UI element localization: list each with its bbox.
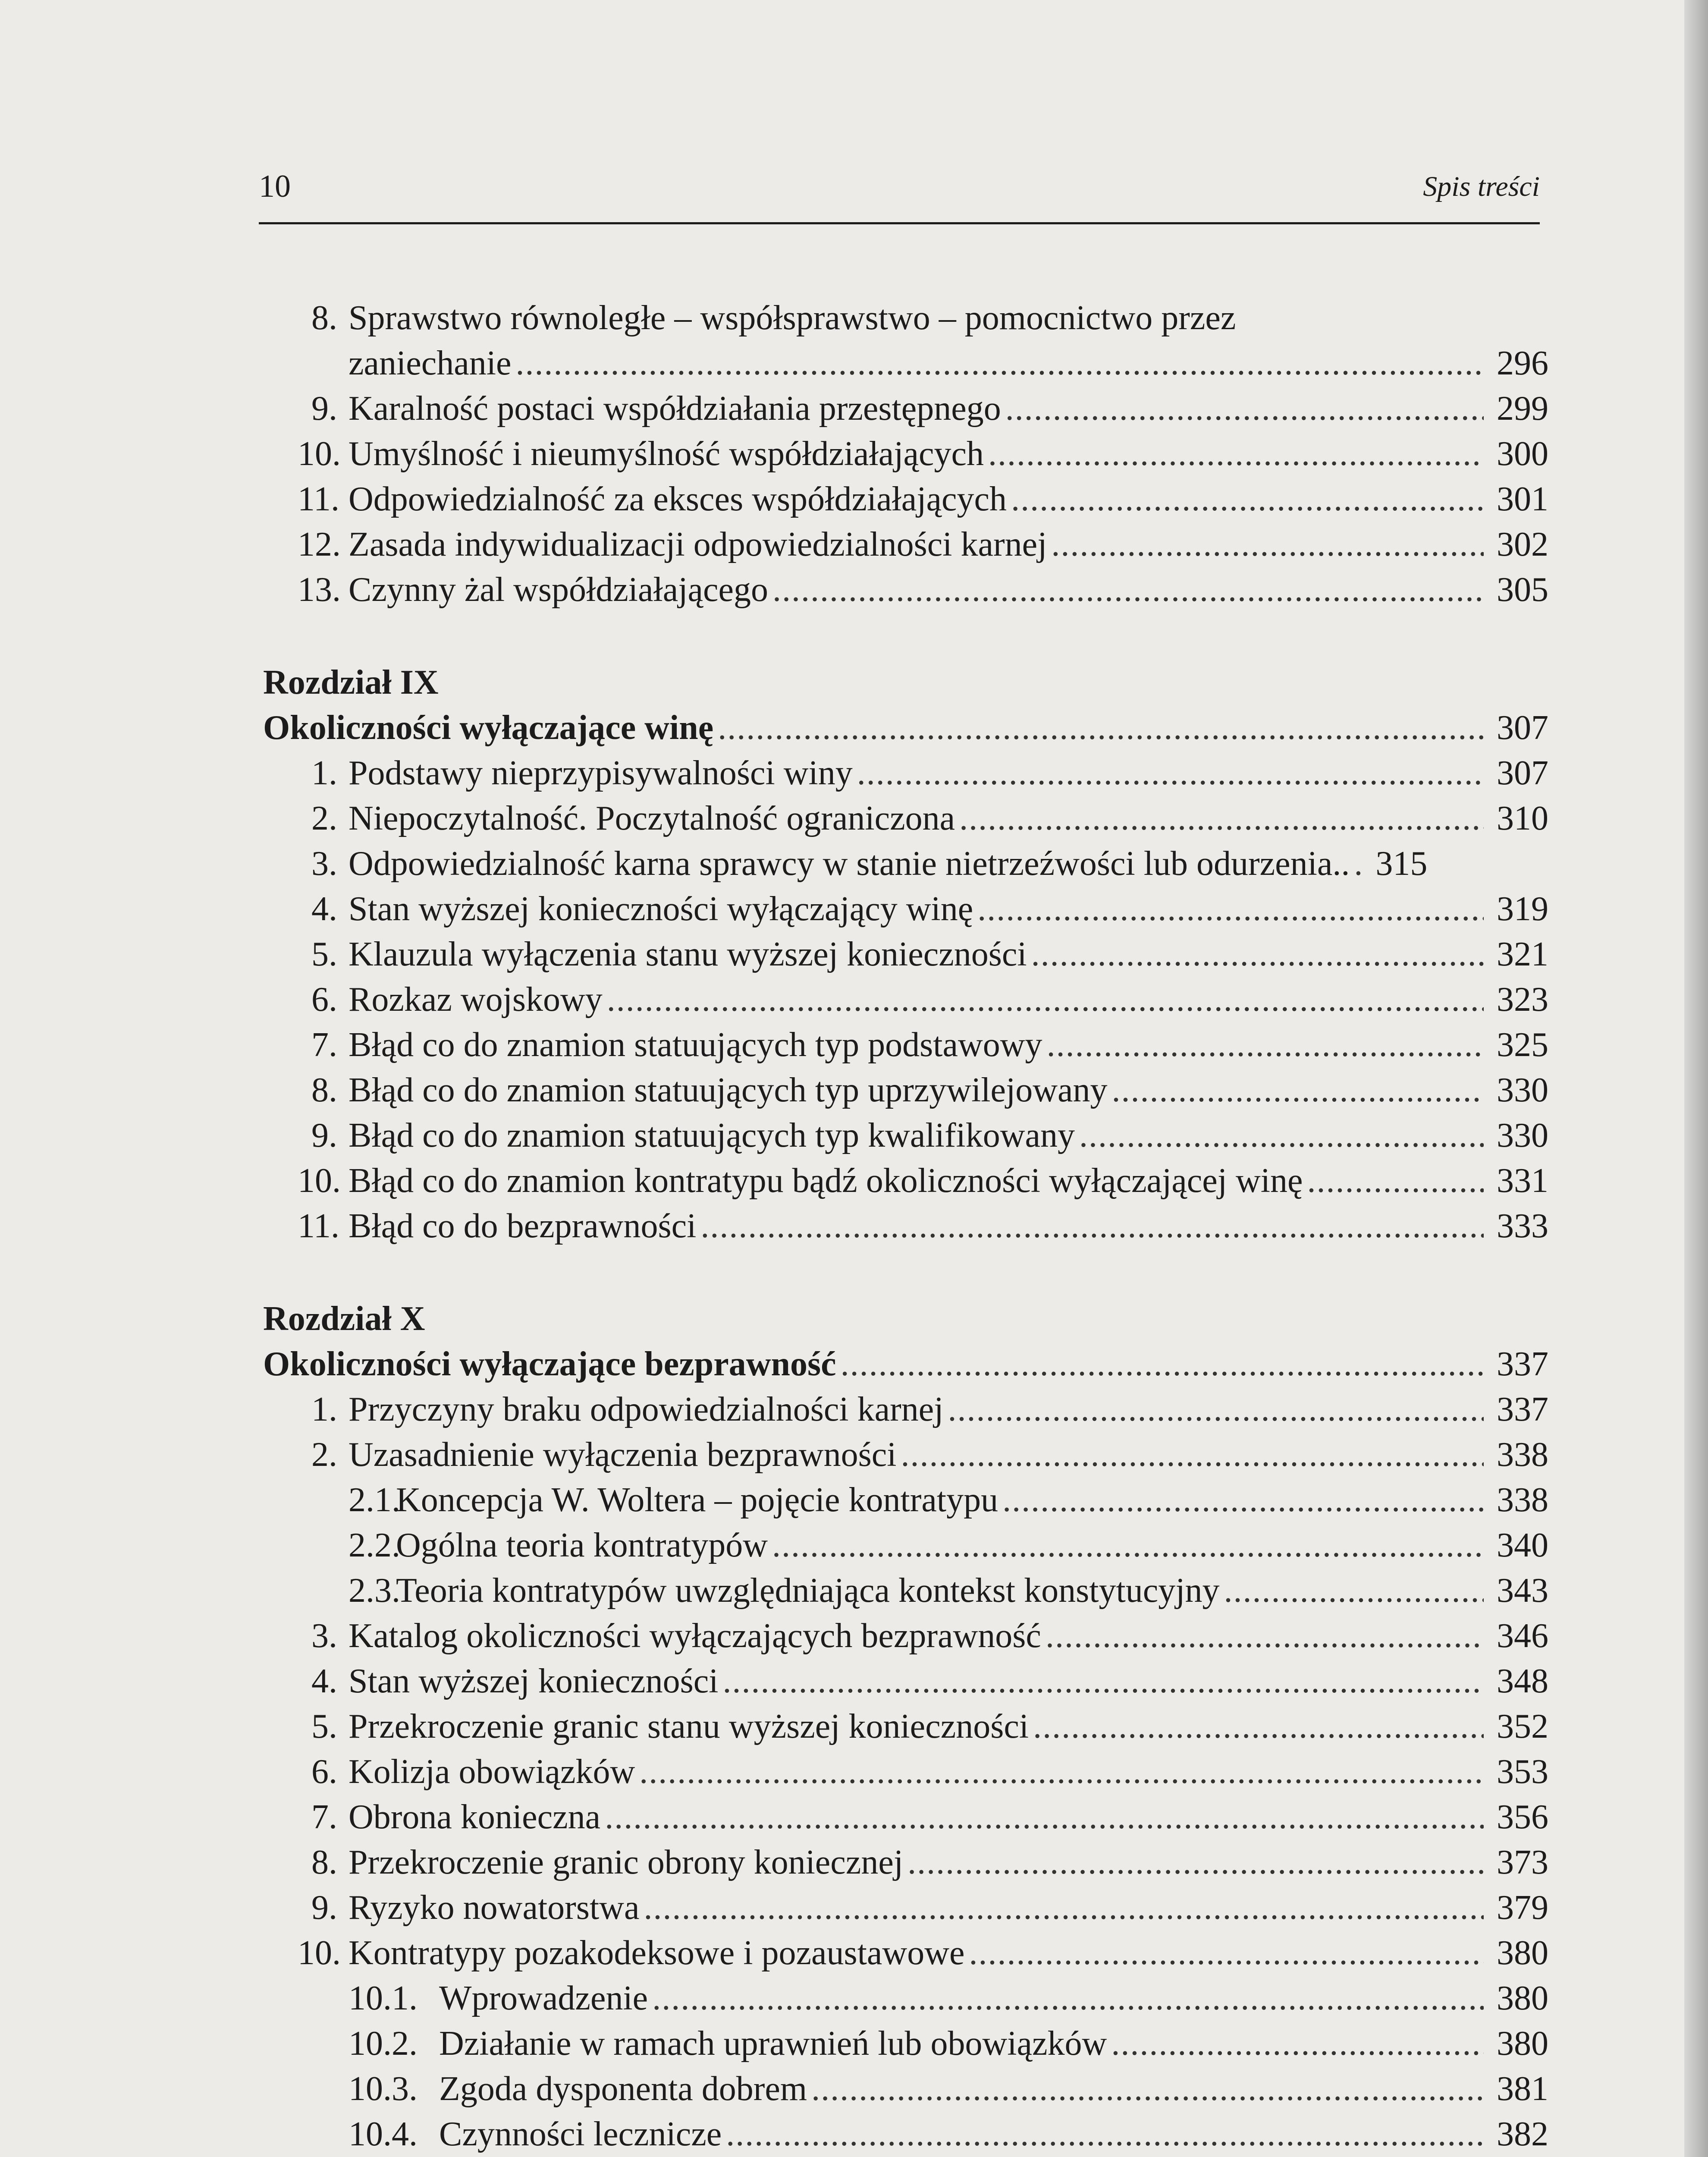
- toc-entry-page: 337: [1497, 1345, 1548, 1383]
- toc-subentry: [298, 1976, 1548, 2021]
- toc-entry-number: 8.: [311, 299, 337, 337]
- leader-dots: [723, 1659, 1484, 1704]
- toc-entry-label: Błąd co do znamion statuujących typ podstawowy: [349, 1026, 1042, 1064]
- leader-dots: [772, 567, 1484, 612]
- leader-dots: [811, 2066, 1484, 2111]
- toc-entry: [298, 932, 1548, 977]
- toc-entry: [298, 431, 1548, 476]
- toc-entry-label: Uzasadnienie wyłączenia bezprawności: [349, 1436, 897, 1474]
- leader-dots: [1079, 1113, 1484, 1158]
- toc-entry: [298, 1387, 1548, 1432]
- toc-entry-page: 319: [1497, 890, 1548, 928]
- toc-entry-number: 6.: [311, 981, 337, 1019]
- toc-entry: [298, 1204, 1548, 1248]
- toc-entry-page: 380: [1497, 1979, 1548, 2017]
- toc-entry-label: Klauzula wyłączenia stanu wyższej konieczności: [349, 935, 1027, 973]
- toc-entry-label: Błąd co do znamion statuujących typ uprzywilejowany: [349, 1071, 1108, 1109]
- toc-entry-page: 300: [1497, 435, 1548, 473]
- toc-entry-label: Błąd co do bezprawności: [349, 1207, 697, 1245]
- toc-entry-number: 2.: [311, 799, 337, 837]
- toc-entry-label: Stan wyższej konieczności: [349, 1662, 719, 1700]
- toc-entry: [298, 477, 1548, 522]
- toc-entry-label: Błąd co do znamion statuujących typ kwalifikowany: [349, 1116, 1075, 1154]
- toc-entry: [298, 1885, 1548, 1930]
- toc-entry-page: 296: [1497, 344, 1548, 382]
- toc-entry-number: 4.: [311, 1662, 337, 1700]
- toc-entry-label: Zgoda dysponenta dobrem: [439, 2070, 807, 2108]
- toc-entry-label: Podstawy nieprzypisywalności winy: [349, 754, 853, 792]
- chapter-title: Okoliczności wyłączające bezprawność: [263, 1345, 836, 1383]
- toc-entry: [298, 1749, 1548, 1794]
- toc-entry-label: Przyczyny braku odpowiedzialności karnej: [349, 1390, 944, 1428]
- leader-dots: [1046, 1613, 1484, 1658]
- leader-dots: [1354, 841, 1363, 886]
- toc-entry-page: 353: [1497, 1753, 1548, 1791]
- toc-entry-page: 321: [1497, 935, 1548, 973]
- toc-entry-label: Stan wyższej konieczności wyłączający winę: [349, 890, 973, 928]
- toc-entry-page: 343: [1497, 1572, 1548, 1610]
- toc-entry-number: 2.3.: [349, 1572, 400, 1610]
- toc-entry-number: 2.: [311, 1436, 337, 1474]
- leader-dots: [1002, 1478, 1484, 1522]
- leader-dots: [841, 1342, 1484, 1387]
- toc-entry-page: 346: [1497, 1617, 1548, 1655]
- toc-entry: [298, 1931, 1548, 1975]
- toc-entry-page: 337: [1497, 1390, 1548, 1428]
- toc-entry-page: 352: [1497, 1707, 1548, 1745]
- leader-dots: [901, 1432, 1484, 1477]
- toc-entry-page: 338: [1497, 1481, 1548, 1519]
- toc-entry-number: 8.: [311, 1071, 337, 1109]
- toc-entry-label: Ryzyko nowatorstwa: [349, 1889, 640, 1927]
- toc-entry-number: 3.: [311, 845, 337, 883]
- toc-entry-label: Niepoczytalność. Poczytalność ograniczona: [349, 799, 955, 837]
- leader-dots: [1047, 1022, 1484, 1067]
- toc-entry-label: Kontratypy pozakodeksowe i pozaustawowe: [349, 1934, 965, 1972]
- toc-entry-number: 3.: [311, 1617, 337, 1655]
- toc-entry: [298, 1113, 1548, 1158]
- leader-dots: [1112, 1068, 1484, 1113]
- toc-entry-number: 9.: [311, 1889, 337, 1927]
- leader-dots: [607, 977, 1484, 1022]
- toc-entry-page: 380: [1497, 1934, 1548, 1972]
- toc-entry-number: 9.: [311, 1116, 337, 1154]
- toc-entry-label: Koncepcja W. Woltera – pojęcie kontratypu: [396, 1481, 998, 1519]
- leader-dots: [969, 1931, 1484, 1975]
- chapter-title-entry: [263, 705, 1548, 750]
- toc-entry-page: 379: [1497, 1889, 1548, 1927]
- toc-entry-page: 340: [1497, 1526, 1548, 1564]
- toc-entry-number: 5.: [311, 1707, 337, 1745]
- leader-dots: [652, 1976, 1484, 2021]
- toc-entry: [298, 1068, 1548, 1113]
- toc-entry-label: Ogólna teoria kontratypów: [396, 1526, 768, 1564]
- page-number: 10: [259, 169, 291, 204]
- toc-entry-page: 356: [1497, 1798, 1548, 1836]
- toc-entry-continuation: [298, 341, 1548, 386]
- leader-dots: [605, 1795, 1484, 1839]
- leader-dots: [1111, 2021, 1484, 2066]
- toc-entry-number: 10.3.: [349, 2070, 418, 2108]
- leader-dots: [988, 431, 1484, 476]
- toc-entry: [298, 296, 1548, 340]
- leader-dots: [1307, 1158, 1484, 1203]
- toc-entry-page: 373: [1497, 1843, 1548, 1881]
- toc-entry-number: 10.4.: [349, 2115, 418, 2153]
- toc-entry-page: 382: [1497, 2115, 1548, 2153]
- chapter-heading: Rozdział IX: [263, 663, 439, 701]
- toc-entry-page: 301: [1497, 480, 1548, 518]
- toc-entry-label: Umyślność i nieumyślność współdziałających: [349, 435, 984, 473]
- toc-entry: [298, 751, 1548, 796]
- toc-entry-page: 330: [1497, 1116, 1548, 1154]
- toc-entry-page: 302: [1497, 525, 1548, 563]
- toc-entry-label: Przekroczenie granic obrony koniecznej: [349, 1843, 904, 1881]
- toc-entry-page: 333: [1497, 1207, 1548, 1245]
- toc-entry-number: 10.: [298, 1934, 341, 1972]
- running-title: Spis treści: [1423, 171, 1540, 202]
- toc-entry-label: Zasada indywidualizacji odpowiedzialności karnej: [349, 525, 1047, 563]
- leader-dots: [1031, 932, 1484, 977]
- toc-entry-label: Czynny żal współdziałającego: [349, 571, 768, 609]
- toc-entry-label: Rozkaz wojskowy: [349, 981, 603, 1019]
- toc-entry-page: 307: [1497, 754, 1548, 792]
- toc-entry: [298, 1840, 1548, 1885]
- toc-entry-label: Błąd co do znamion kontratypu bądź okoliczności wyłączającej winę: [349, 1162, 1303, 1200]
- toc-entry-number: 10.1.: [349, 1979, 418, 2017]
- toc-subentry: [298, 1478, 1548, 1522]
- toc-entry-number: 7.: [311, 1798, 337, 1836]
- toc-entry-number: 8.: [311, 1843, 337, 1881]
- toc-entry-page: 338: [1497, 1436, 1548, 1474]
- toc-entry-number: 6.: [311, 1753, 337, 1791]
- toc-entry-number: 10.: [298, 1162, 341, 1200]
- toc-entry: [298, 567, 1548, 612]
- leader-dots: [726, 2112, 1484, 2157]
- toc-entry: [298, 1432, 1548, 1477]
- leader-dots: [948, 1387, 1484, 1432]
- toc-entry-label: Teoria kontratypów uwzględniająca kontekst konstytucyjny: [396, 1572, 1220, 1610]
- toc-subentry: [298, 2112, 1548, 2157]
- toc-entry: [298, 1022, 1548, 1067]
- toc-entry: [298, 386, 1548, 431]
- toc-entry-number: 2.1.: [349, 1481, 400, 1519]
- toc-entry-number: 7.: [311, 1026, 337, 1064]
- toc-entry-page: 315: [1375, 845, 1428, 883]
- toc-entry-page: 348: [1497, 1662, 1548, 1700]
- leader-dots: [1005, 386, 1484, 431]
- toc-entry-label: Karalność postaci współdziałania przestępnego: [349, 390, 1001, 428]
- toc-entry: [298, 1158, 1548, 1203]
- chapter-title-entry: [263, 1342, 1548, 1387]
- toc-entry-number: 4.: [311, 890, 337, 928]
- toc-entry-page: 310: [1497, 799, 1548, 837]
- leader-dots: [516, 341, 1484, 386]
- toc-entry-page: 330: [1497, 1071, 1548, 1109]
- leader-dots: [644, 1885, 1484, 1930]
- toc-entry-number: 11.: [298, 480, 340, 518]
- toc-entry: [298, 1704, 1548, 1749]
- chapter-title: Okoliczności wyłączające winę: [263, 709, 714, 747]
- toc-entry-number: 1.: [311, 1390, 337, 1428]
- toc-entry-page: 305: [1497, 571, 1548, 609]
- leader-dots: [959, 796, 1484, 841]
- leader-dots: [1051, 522, 1484, 567]
- chapter-heading: Rozdział X: [263, 1300, 425, 1338]
- toc-entry-page: 299: [1497, 390, 1548, 428]
- toc-entry-number: 5.: [311, 935, 337, 973]
- leader-dots: [1011, 477, 1484, 522]
- toc-entry-number: 12.: [298, 525, 341, 563]
- toc-subentry: [298, 1568, 1548, 1613]
- leader-dots: [857, 751, 1484, 796]
- toc-subentry: [298, 2021, 1548, 2066]
- toc-entry-page: 380: [1497, 2025, 1548, 2063]
- leader-dots: [977, 887, 1484, 931]
- toc-entry-label: Obrona konieczna: [349, 1798, 601, 1836]
- toc-entry-number: 11.: [298, 1207, 340, 1245]
- leader-dots: [700, 1204, 1484, 1248]
- toc-entry-number: 9.: [311, 390, 337, 428]
- toc-entry-label: Przekroczenie granic stanu wyższej konieczności: [349, 1707, 1029, 1745]
- toc-entry-label: Wprowadzenie: [439, 1979, 648, 2017]
- toc-entry-label: Czynności lecznicze: [439, 2115, 722, 2153]
- toc-entry-number: 10.: [298, 435, 341, 473]
- toc-entry-label: Działanie w ramach uprawnień lub obowiązków: [439, 2025, 1107, 2063]
- leader-dots: [1033, 1704, 1484, 1749]
- leader-dots: [639, 1749, 1484, 1794]
- toc-entry-page: 331: [1497, 1162, 1548, 1200]
- toc-entry: [298, 1613, 1548, 1658]
- leader-dots: [1224, 1568, 1484, 1613]
- page-edge-shadow: [1684, 0, 1708, 2157]
- toc-entry: [298, 1795, 1548, 1839]
- leader-dots: [718, 705, 1484, 750]
- toc-entry-number: 1.: [311, 754, 337, 792]
- toc-entry-label: Kolizja obowiązków: [349, 1753, 635, 1791]
- toc-entry: [298, 796, 1548, 841]
- toc-entry-label: Odpowiedzialność karna sprawcy w stanie nietrzeźwości lub odurzenia..: [349, 845, 1350, 883]
- leader-dots: [772, 1523, 1484, 1568]
- toc-entry: [298, 887, 1548, 931]
- toc-entry-label: zaniechanie: [349, 344, 512, 382]
- header-rule: [259, 222, 1540, 224]
- toc-entry-label: Katalog okoliczności wyłączających bezprawność: [349, 1617, 1041, 1655]
- toc-entry-page: 325: [1497, 1026, 1548, 1064]
- toc-entry-page: 307: [1497, 709, 1548, 747]
- leader-dots: [907, 1840, 1484, 1885]
- toc-entry-number: 13.: [298, 571, 341, 609]
- toc-entry-number: 10.2.: [349, 2025, 418, 2063]
- toc-subentry: [298, 1523, 1548, 1568]
- toc-entry-page: 323: [1497, 981, 1548, 1019]
- toc-entry: [298, 977, 1548, 1022]
- toc-subentry: [298, 2066, 1548, 2111]
- toc-entry-page: 381: [1497, 2070, 1548, 2108]
- toc-entry: [298, 841, 1548, 886]
- toc-entry: [298, 1659, 1548, 1704]
- toc-entry: [298, 522, 1548, 567]
- toc-entry-number: 2.2.: [349, 1526, 400, 1564]
- toc-entry-label: Sprawstwo równoległe – współsprawstwo – pomocnictwo przez: [349, 299, 1236, 337]
- toc-entry-label: Odpowiedzialność za eksces współdziałających: [349, 480, 1007, 518]
